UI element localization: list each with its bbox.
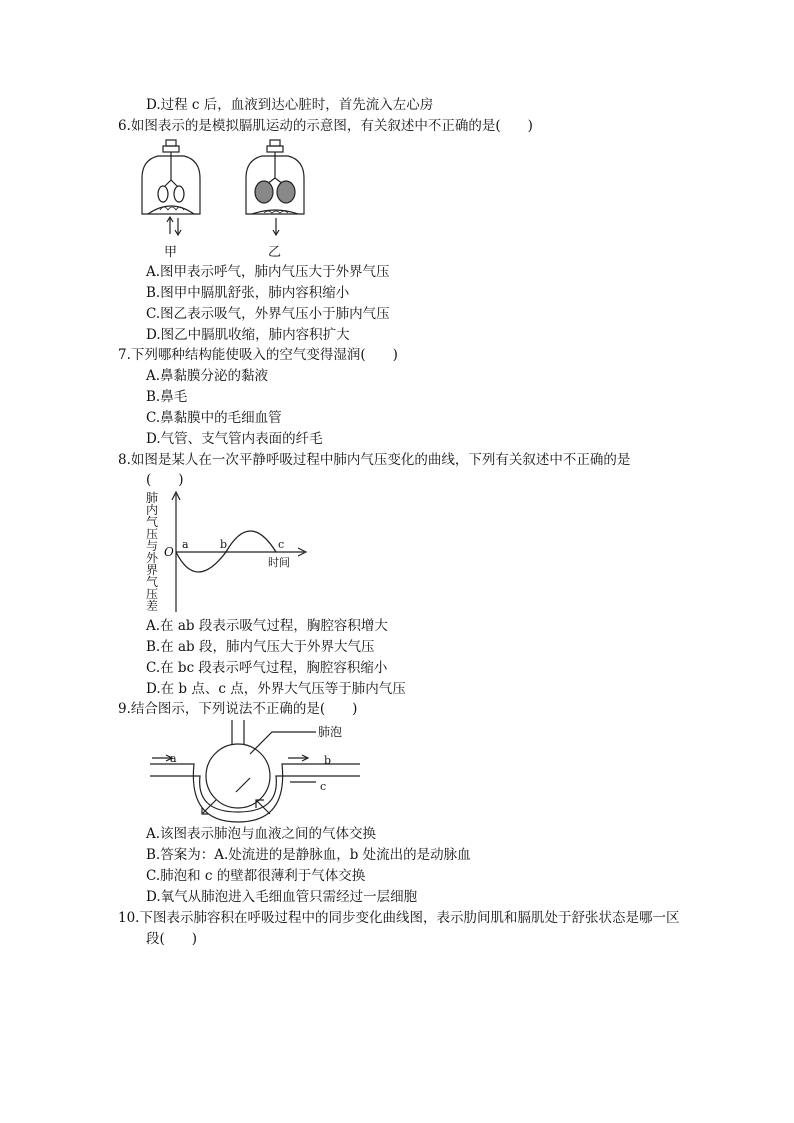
svg-text:差: 差 — [146, 599, 159, 613]
alveolus-circle — [206, 744, 270, 808]
capillary-outer — [150, 764, 360, 822]
q8-option-b: B.在 ab 段，肺内气压大于外界大气压 — [146, 639, 375, 655]
q6-option-d: D.图乙中膈肌收缩，肺内容积扩大 — [146, 327, 350, 343]
label-b: b — [324, 754, 332, 767]
q7-option-a: A.鼻黏膜分泌的黏液 — [146, 368, 269, 384]
q6-option-b: B.图甲中膈肌舒张，肺内容积缩小 — [146, 285, 350, 301]
label-alveolus: 肺泡 — [318, 725, 343, 739]
svg-text:与: 与 — [146, 539, 159, 553]
svg-text:界: 界 — [146, 563, 159, 577]
jar-left-label: 甲 — [164, 245, 178, 260]
svg-text:气: 气 — [146, 575, 159, 589]
q9-option-b: B.答案为：A.处流进的是静脉血，b 处流出的是动脉血 — [146, 847, 471, 863]
q8-point-a: a — [182, 538, 189, 551]
q10-stem: 10.下图表示肺容积在呼吸过程中的同步变化曲线图，表示肋间肌和膈肌处于舒张状态是哪一区 — [118, 910, 680, 926]
svg-text:肺: 肺 — [146, 491, 159, 505]
q7-stem: 7.下列哪种结构能使吸入的空气变得湿润( ) — [118, 347, 398, 363]
q8-x-axis-label: 时间 — [268, 556, 290, 569]
svg-text:内: 内 — [146, 503, 159, 517]
q8-y-axis-label — [146, 490, 159, 613]
jar-left — [142, 140, 200, 235]
svg-text:气: 气 — [146, 515, 159, 529]
q7-option-b: B.鼻毛 — [146, 389, 188, 405]
jar-right — [246, 140, 304, 235]
q10-stem-cont: 段( ) — [146, 931, 198, 947]
q6-option-c: C.图乙表示吸气，外界气压小于肺内气压 — [146, 306, 390, 322]
q8-option-a: A.在 ab 段表示吸气过程，胸腔容积增大 — [146, 618, 388, 634]
q8-option-d: D.在 b 点、c 点，外界大气压等于肺内气压 — [146, 681, 406, 697]
q9-option-d: D.氧气从肺泡进入毛细血管只需经过一层细胞 — [146, 889, 418, 905]
svg-text:压: 压 — [146, 587, 159, 601]
q6-diaphragm-model-figure — [140, 138, 320, 260]
q5-option-d: D.过程 c 后，血液到达心脏时，首先流入左心房 — [146, 97, 434, 113]
q9-option-c: C.肺泡和 c 的壁都很薄利于气体交换 — [146, 868, 366, 884]
q9-stem: 9.结合图示，下列说法不正确的是( ) — [118, 701, 358, 717]
q7-option-d: D.气管、支气管内表面的纤毛 — [146, 431, 323, 447]
q8-pressure-curve-graph — [140, 490, 320, 615]
q8-stem-cont: ( ) — [146, 472, 184, 488]
svg-text:外: 外 — [146, 551, 159, 565]
q8-option-c: C.在 bc 段表示呼气过程，胸腔容积缩小 — [146, 660, 388, 676]
q8-origin-label: O — [164, 545, 174, 559]
q9-option-a: A.该图表示肺泡与血液之间的气体交换 — [146, 826, 377, 842]
q9-alveolus-gas-exchange-figure — [140, 718, 360, 826]
svg-text:压: 压 — [146, 527, 159, 541]
q8-stem: 8.如图是某人在一次平静呼吸过程中肺内气压变化的曲线，下列有关叙述中不正确的是 — [118, 452, 631, 468]
q8-point-b: b — [220, 538, 228, 551]
label-c: c — [320, 780, 327, 793]
capillary-inner — [150, 776, 360, 812]
q8-point-c: c — [278, 538, 285, 551]
label-a: a — [170, 752, 177, 765]
q7-option-c: C.鼻黏膜中的毛细血管 — [146, 410, 282, 426]
q6-option-a: A.图甲表示呼气，肺内气压大于外界气压 — [146, 264, 390, 280]
jar-right-label: 乙 — [268, 245, 282, 260]
q6-stem: 6.如图表示的是模拟膈肌运动的示意图，有关叙述中不正确的是( ) — [118, 118, 533, 134]
